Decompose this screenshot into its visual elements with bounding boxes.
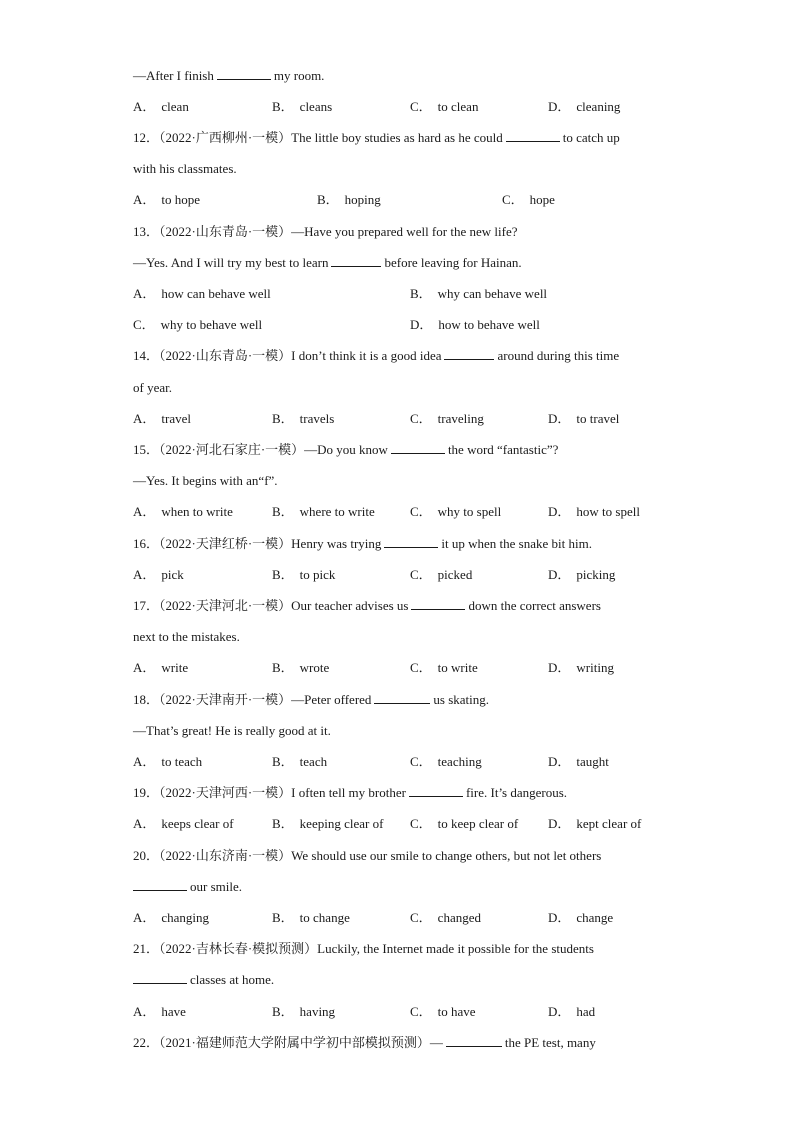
answer-blank xyxy=(133,879,187,891)
question-line: 16．（2022·天津红桥·一模）Henry was trying it up when the snake bit him. xyxy=(133,536,592,551)
option-a: A． pick xyxy=(133,567,184,582)
option-b: B． hoping xyxy=(317,192,381,207)
question-line: —That’s great! He is really good at it. xyxy=(133,723,331,738)
option-b: B． wrote xyxy=(272,660,330,675)
option-b: B． why can behave well xyxy=(410,286,548,301)
option-d: D． had xyxy=(548,1004,596,1019)
option-c: C． why to behave well xyxy=(133,317,263,332)
option-d: D． change xyxy=(548,910,614,925)
option-b: B． teach xyxy=(272,754,328,769)
answer-blank xyxy=(217,68,271,80)
answer-blank xyxy=(506,130,560,142)
option-a: A． travel xyxy=(133,411,191,426)
question-line: our smile. xyxy=(133,879,242,895)
option-c: C． to write xyxy=(410,660,478,675)
option-c: C． to have xyxy=(410,1004,476,1019)
option-d: D． picking xyxy=(548,567,616,582)
option-b: B． where to write xyxy=(272,504,375,519)
option-a: A． have xyxy=(133,1004,186,1019)
option-a: A． changing xyxy=(133,910,210,925)
question-line: 14．（2022·山东青岛·一模）I don’t think it is a good idea around during this time xyxy=(133,348,620,363)
option-c: C． why to spell xyxy=(410,504,502,519)
question-line: classes at home. xyxy=(133,972,274,988)
option-a: A． clean xyxy=(133,99,189,114)
option-d: D． how to spell xyxy=(548,504,640,519)
option-d: D． kept clear of xyxy=(548,816,642,831)
option-c: C． to clean xyxy=(410,99,479,114)
answer-blank xyxy=(374,692,430,704)
option-a: A． when to write xyxy=(133,504,233,519)
question-line: 21．（2022·吉林长春·模拟预测）Luckily, the Internet made it possible for the students xyxy=(133,941,594,956)
answer-blank xyxy=(391,442,445,454)
option-d: D． how to behave well xyxy=(410,317,540,332)
question-line: —After I finish my room. xyxy=(133,68,325,83)
option-a: A． to hope xyxy=(133,192,201,207)
option-d: D． to travel xyxy=(548,411,620,426)
question-line: next to the mistakes. xyxy=(133,629,240,644)
option-c: C． to keep clear of xyxy=(410,816,519,831)
answer-blank xyxy=(384,536,438,548)
question-line: 20．（2022·山东济南·一模）We should use our smile to change others, but not let others xyxy=(133,848,602,863)
answer-blank xyxy=(331,255,381,267)
answer-blank xyxy=(409,785,463,797)
option-b: B． having xyxy=(272,1004,336,1019)
option-c: C． teaching xyxy=(410,754,482,769)
option-c: C． traveling xyxy=(410,411,484,426)
question-line: 13．（2022·山东青岛·一模）—Have you prepared well for the new life? xyxy=(133,224,518,239)
option-c: C． changed xyxy=(410,910,481,925)
answer-blank xyxy=(444,348,494,360)
question-line: 15．（2022·河北石家庄·一模）—Do you know the word “fantastic”? xyxy=(133,442,559,457)
option-b: B． travels xyxy=(272,411,335,426)
question-line: with his classmates. xyxy=(133,161,237,176)
option-d: D． cleaning xyxy=(548,99,621,114)
option-b: B． cleans xyxy=(272,99,333,114)
question-line: 18．（2022·天津南开·一模）—Peter offered us skating. xyxy=(133,692,490,707)
question-line: —Yes. And I will try my best to learn before leaving for Hainan. xyxy=(133,255,522,270)
option-a: A． to teach xyxy=(133,754,203,769)
question-line: 17．（2022·天津河北·一模）Our teacher advises us down the correct answers xyxy=(133,598,601,613)
question-line: 12．（2022·广西柳州·一模）The little boy studies as hard as he could to catch up xyxy=(133,130,620,145)
option-b: B． keeping clear of xyxy=(272,816,384,831)
answer-blank xyxy=(446,1035,502,1047)
option-a: A． how can behave well xyxy=(133,286,271,301)
option-d: D． taught xyxy=(548,754,609,769)
option-a: A． keeps clear of xyxy=(133,816,234,831)
option-b: B． to pick xyxy=(272,567,336,582)
answer-blank xyxy=(411,598,465,610)
option-d: D． writing xyxy=(548,660,614,675)
option-c: C． hope xyxy=(502,192,555,207)
question-line: 22．（2021·福建师范大学附属中学初中部模拟预测）— the PE test, many xyxy=(133,1035,596,1050)
question-line: 19．（2022·天津河西·一模）I often tell my brother fire. It’s dangerous. xyxy=(133,785,568,800)
option-c: C． picked xyxy=(410,567,473,582)
question-line: —Yes. It begins with an“f”. xyxy=(133,473,278,488)
question-line: of year. xyxy=(133,380,172,395)
option-b: B． to change xyxy=(272,910,350,925)
answer-blank xyxy=(133,972,187,984)
option-a: A． write xyxy=(133,660,189,675)
